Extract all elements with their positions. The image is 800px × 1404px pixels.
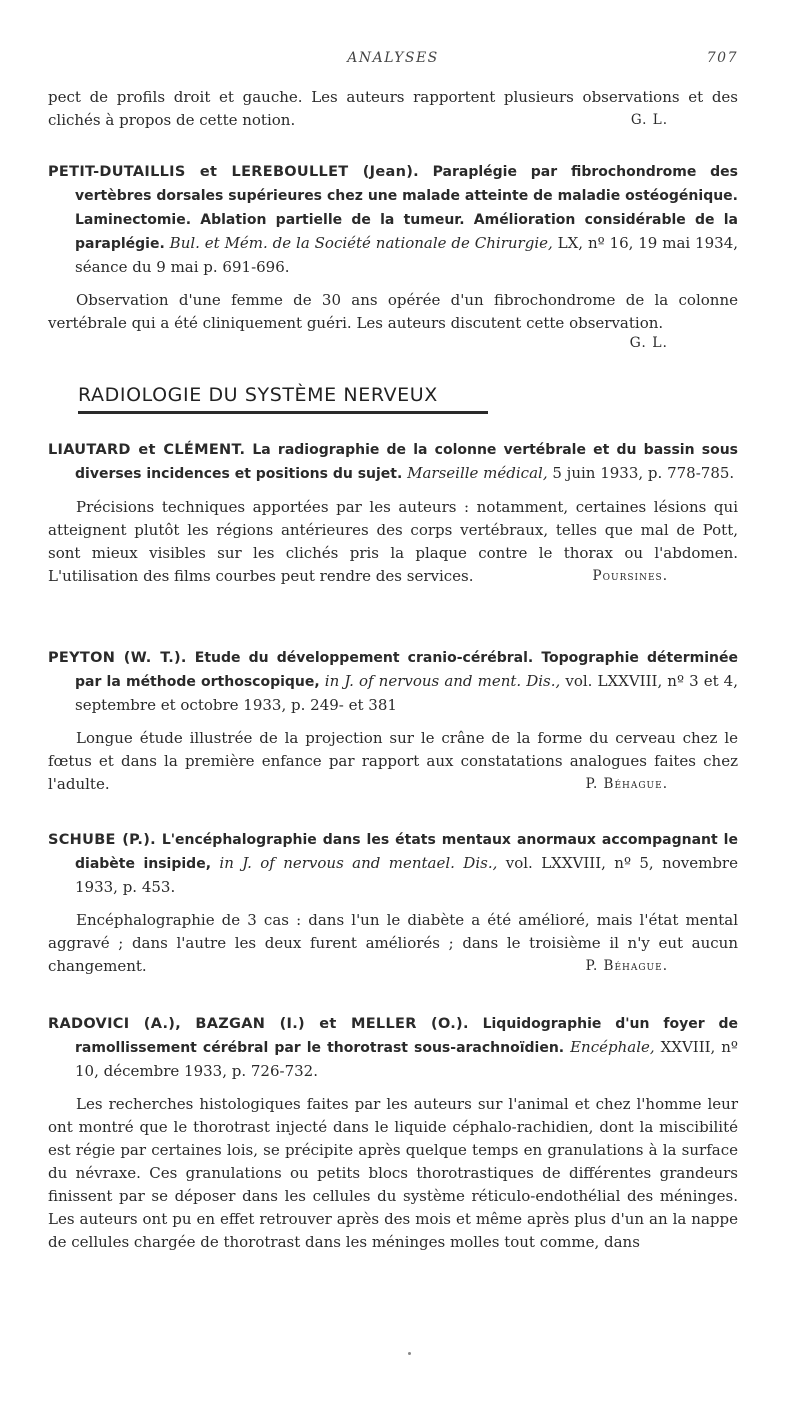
abstract-entry [48,646,738,796]
continuation-signature: G. L. [630,112,668,128]
entry-source: in J. of nervous and mentael. Dis., [219,854,498,872]
citation [48,828,738,899]
entry-title: L'encéphalographie dans les états mentaux anormaux accompagnant le diabète insipide, [75,832,738,872]
entry-authors: LIAUTARD et CLÉMENT. [48,442,246,458]
entry-summary [48,909,738,978]
abstract-entry [48,1012,738,1254]
citation [48,160,738,279]
entry-authors: SCHUBE (P.). [48,832,156,848]
entry-signature: P. Béhague. [585,776,668,792]
entry-summary-text: Longue étude illustrée de la projection sur le crâne de la forme du cerveau chez le fœtus et dans la première enfance par rapport aux constatations analogues faites chez l'adulte. [48,729,738,793]
abstract-entry [48,828,738,978]
abstract-entry [48,438,738,588]
section-heading: RADIOLOGIE DU SYSTÈME NERVEUX [78,384,438,406]
entry-title: Etude du développement cranio-cérébral. Topographie déterminée par la méthode orthoscopique, [75,650,738,690]
entry-signature: Poursines. [592,568,668,584]
page-number: 707 [706,50,738,66]
citation [48,646,738,717]
citation [48,1012,738,1083]
print-speck [408,1352,411,1355]
continuation-body: pect de profils droit et gauche. Les auteurs rapportent plusieurs observations et des clichés à propos de cette notion. [48,88,738,129]
entry-details: vol. LXXVIII, nº 5, novembre 1933, p. 453. [75,854,738,896]
entry-summary-text: Observation d'une femme de 30 ans opérée d'un fibrochondrome de la colonne vertébrale qui a été cliniquement guéri. Les auteurs discutent cette observation. [48,291,738,332]
entry-details: vol. LXXVIII, nº 3 et 4, septembre et octobre 1933, p. 249- et 381 [75,672,738,714]
entry-summary [48,289,738,335]
entry-summary-text: Encéphalographie de 3 cas : dans l'un le diabète a été amélioré, mais l'état mental aggravé ; dans l'autre les deux furent améliorés ; dans le troisième il n'y eut aucun changement. [48,911,738,975]
entry-summary [48,1093,738,1254]
entry-source: Bul. et Mém. de la Société nationale de Chirurgie, [169,234,553,252]
entry-authors: RADOVICI (A.), BAZGAN (I.) et MELLER (O.). [48,1016,469,1032]
entry-title: La radiographie de la colonne vertébrale et du bassin sous diverses incidences et positions du sujet. [75,442,738,482]
entry-summary-text: Précisions techniques apportées par les auteurs : notamment, certaines lésions qui atteignent plutôt les régions antérieures des corps vertébraux, telles que mal de Pott, sont mieux visibles sur les clichés pris la plaque contre le thorax ou l'abdomen. L'utilisation des films courbes peut rendre des services. [48,498,738,585]
entry-details: 5 juin 1933, p. 778-785. [552,464,735,482]
entry-authors: PEYTON (W. T.). [48,650,187,666]
section-underline [78,411,488,414]
entry-summary-text: Les recherches histologiques faites par les auteurs sur l'animal et chez l'homme leur ont montré que le thorotrast injecté dans le liquide céphalo-rachidien, dont la miscibilité est régie par certaines lois, se précipite après quelque temps en granulations à la surface du névraxe. Ces granulations ou petits blocs thorotrastiques de différentes grandeurs finissent par se déposer dans les cellules du système réticulo-endothélial des méninges. Les auteurs ont pu en effet retrouver après des mois et même après plus d'un an la nappe de cellules chargée de thorotrast dans les méninges molles tout comme, dans [48,1095,738,1251]
entry-title: Paraplégie par fibrochondrome des vertèbres dorsales supérieures chez une malade atteinte de maladie ostéogénique. Laminectomie. Ablation partielle de la tumeur. Amélioration considérable de la paraplégie. [75,164,738,252]
entry-details: XXVIII, nº 10, décembre 1933, p. 726-732. [75,1038,738,1080]
entry-source: Marseille médical, [407,464,548,482]
entry-signature: G. L. [629,335,668,351]
entry-source: in J. of nervous and ment. Dis., [324,672,561,690]
abstract-entry [48,160,738,351]
continuation-block [48,86,738,132]
continuation-text [48,86,738,132]
entry-summary [48,727,738,796]
running-title: ANALYSES [347,50,439,66]
entry-details: LX, nº 16, 19 mai 1934, séance du 9 mai p. 691-696. [75,234,739,276]
entry-summary [48,496,738,588]
entry-signature: P. Béhague. [585,958,668,974]
entry-authors: PETIT-DUTAILLIS et LEREBOULLET (Jean). [48,164,419,180]
citation [48,438,738,486]
entry-source: Encéphale, [570,1038,655,1056]
entry-title: Liquidographie d'un foyer de ramollissement cérébral par le thorotrast sous-arachnoïdien. [75,1016,738,1056]
